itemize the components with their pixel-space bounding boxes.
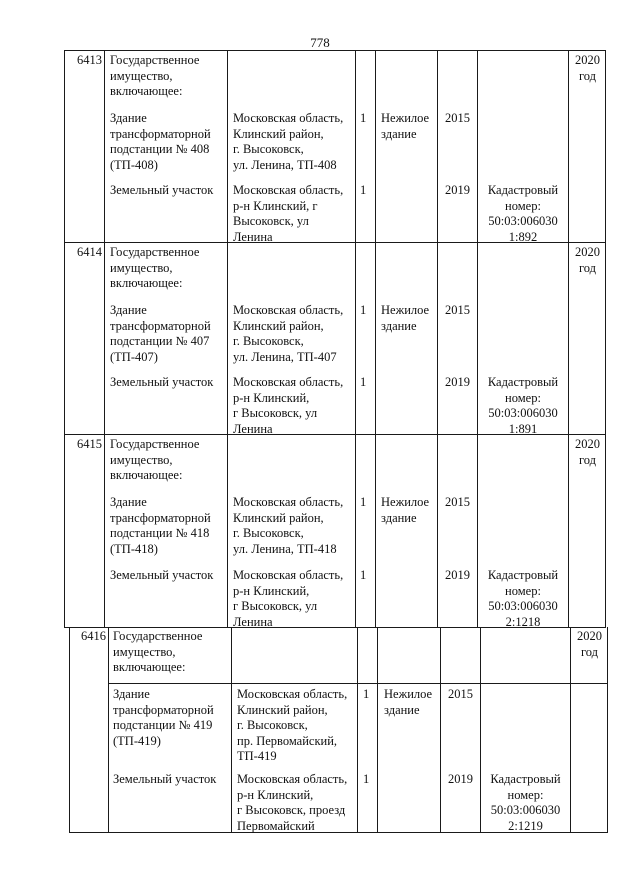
land-name: Земельный участок	[110, 183, 214, 197]
building-address: Московская область, Клинский район, г. Высоковск, ул. Ленина, ТП-407	[233, 303, 344, 364]
building-address: Московская область, Клинский район, г. Высоковск, ул. Ленина, ТП-408	[233, 111, 344, 172]
building-qty: 1	[360, 303, 367, 317]
building-qty: 1	[360, 111, 367, 125]
page-number: 778	[310, 35, 330, 50]
building-year: 2015	[445, 111, 470, 125]
land-name: Земельный участок	[113, 772, 217, 786]
land-year: 2019	[445, 375, 470, 389]
record-year: 2020 год	[577, 629, 602, 659]
building-name: Здание трансформаторной подстанции № 419 (ТП-419)	[113, 687, 214, 748]
land-address: Московская область, р-н Клинский, г Высоковск, ул Ленина	[233, 375, 344, 436]
land-address: Московская область, р-н Клинский, г Высоковск, ул Ленина	[233, 568, 344, 629]
record-header: Государственное имущество, включающее:	[113, 629, 203, 674]
land-cadastral: Кадастровый номер: 50:03:006030 2:1219	[490, 772, 561, 833]
land-cadastral: Кадастровый номер: 50:03:006030 1:892	[487, 183, 559, 244]
record-year: 2020 год	[575, 245, 600, 275]
land-name: Земельный участок	[110, 568, 214, 582]
land-year: 2019	[445, 183, 470, 197]
building-qty: 1	[360, 495, 367, 509]
land-name: Земельный участок	[110, 375, 214, 389]
record-id: 6415	[77, 437, 102, 451]
land-qty: 1	[360, 375, 367, 389]
land-qty: 1	[360, 568, 367, 582]
building-year: 2015	[445, 495, 470, 509]
record-id: 6413	[77, 53, 102, 67]
record-header: Государственное имущество, включающее:	[110, 437, 200, 482]
building-address: Московская область, Клинский район, г. Высоковск, пр. Первомайский, ТП-419	[237, 687, 348, 763]
land-address: Московская область, р-н Клинский, г Высоковск, проезд Первомайский	[237, 772, 348, 833]
land-qty: 1	[363, 772, 370, 786]
building-kind: Нежилое здание	[381, 303, 430, 333]
building-kind: Нежилое здание	[381, 495, 430, 525]
record-id: 6414	[77, 245, 102, 259]
land-cadastral: Кадастровый номер: 50:03:006030 1:891	[487, 375, 559, 436]
land-cadastral: Кадастровый номер: 50:03:006030 2:1218	[487, 568, 559, 629]
building-qty: 1	[363, 687, 370, 701]
building-kind: Нежилое здание	[381, 111, 430, 141]
record-year: 2020 год	[575, 53, 600, 83]
building-name: Здание трансформаторной подстанции № 408 (ТП-408)	[110, 111, 211, 172]
record-id: 6416	[81, 629, 106, 643]
building-address: Московская область, Клинский район, г. Высоковск, ул. Ленина, ТП-418	[233, 495, 344, 556]
record-header: Государственное имущество, включающее:	[110, 53, 200, 98]
record-year: 2020 год	[575, 437, 600, 467]
land-qty: 1	[360, 183, 367, 197]
building-name: Здание трансформаторной подстанции № 407 (ТП-407)	[110, 303, 211, 364]
land-address: Московская область, р-н Клинский, г Высоковск, ул Ленина	[233, 183, 344, 244]
building-year: 2015	[448, 687, 473, 701]
building-kind: Нежилое здание	[384, 687, 433, 717]
building-name: Здание трансформаторной подстанции № 418 (ТП-418)	[110, 495, 211, 556]
land-year: 2019	[445, 568, 470, 582]
building-year: 2015	[445, 303, 470, 317]
land-year: 2019	[448, 772, 473, 786]
record-header: Государственное имущество, включающее:	[110, 245, 200, 290]
